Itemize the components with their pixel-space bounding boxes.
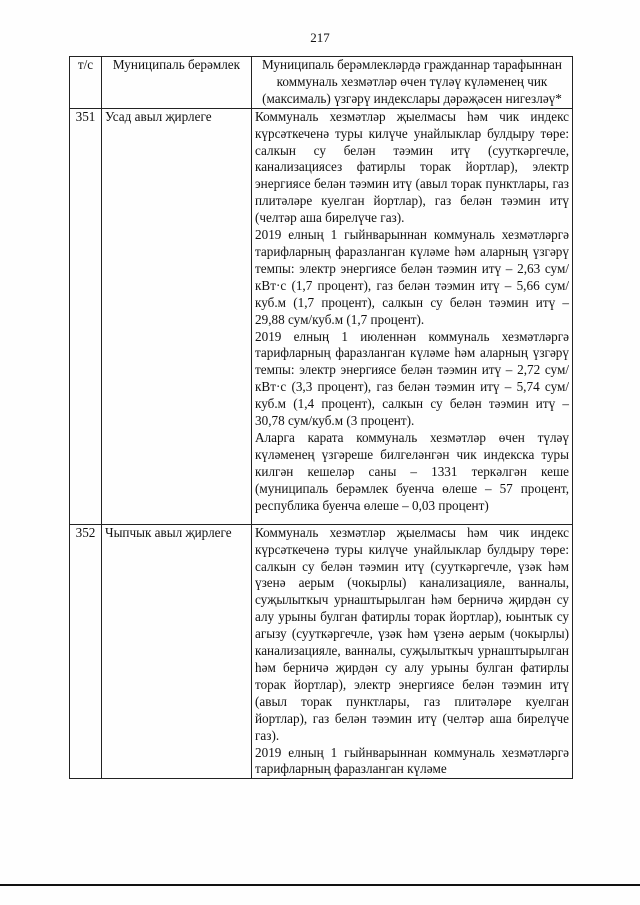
row-municipality: Усад авыл җирлеге [102, 108, 252, 524]
header-municipality: Муниципаль берәмлек [102, 57, 252, 109]
header-number: т/с [70, 57, 102, 109]
table-row [70, 108, 573, 524]
row-municipality: Чыпчык авыл җирлеге [102, 524, 252, 779]
row-justification [252, 108, 573, 524]
paragraph: 2019 елның 1 июленнән коммуналь хезмәтләргә тарифларның фаразланган күләме һәм аларның үзгәрү темпы: электр энергиясе белән тәэмин итү – 2,72 сум/кВт·с (3,3 процент), газ белән тәэмин итү – 5,74 сум/куб.м (1,4 процент), салкын су белән тәэмин итү – 30,78 сум/куб.м (3 процент). [255, 328, 569, 429]
tariff-index-table [69, 56, 573, 779]
page-bottom-border [0, 884, 640, 886]
paragraph: Коммуналь хезмәтләр җыелмасы һәм чик индекс күрсәткеченә туры килүче унайлыклар булдыру төре: салкын су белән тәэмин итү (сууткәргечле, үзәк һәм үзенә аерым (чокырлы) канализацияле, ванналы, суҗылыткыч урнаштырылган һәм берничә җирдән су алу урыны булган фатирлы торак йортлар), юынтык су агызу (сууткәргечле, үзәк һәм үзенә аерым (чокырлы) канализацияле, ванналы, суҗылыткыч урнаштырылган һәм берничә җирдән су алу урыны булган фатирлы торак йортлар), электр энергиясе белән тәэмин итү (авыл торак пунктлары, газ плитәләре куелган йортлар), газ белән тәэмин итү (челтәр аша бирелүче газ). [255, 524, 569, 743]
paragraph: 2019 елның 1 гыйнварыннан коммуналь хезмәтләргә тарифларның фаразланган күләме һәм аларның үзгәрү темпы: электр энергиясе белән тәэмин итү – 2,63 сум/кВт·с (1,7 процент), газ белән тәэмин итү – 5,66 сум/куб.м (1,7 процент), салкын су белән тәэмин итү – 29,88 сум/куб.м (1,7 процент). [255, 227, 569, 327]
header-justification: Муниципаль берәмлекләрдә гражданнар тарафыннан коммуналь хезмәтләр өчен түләү күләменең чик (максималь) үзгәрү индекслары дәрәҗәсен нигезләү* [252, 57, 573, 109]
row-number: 351 [70, 108, 102, 524]
paragraph: Аларга карата коммуналь хезмәтләр өчен түләү күләменең үзгәреше билгеләнгән чик индекска туры килгән кешеләр саны – 1331 теркәлгән кеше (муниципаль берәмлек буенча өлеше – 57 процент, республика буенча өлеше – 0,03 процент) [255, 429, 569, 513]
row-number: 352 [70, 524, 102, 779]
paragraph: Коммуналь хезмәтләр җыелмасы һәм чик индекс күрсәткеченә туры килүче унайлыклар булдыру төре: салкын су белән тәэмин итү (сууткәргечле, канализациясез фатирлы торак йортлар), электр энергиясе белән тәэмин итү (авыл торак пунктлары, газ плитәләре куелган йортлар), газ белән тәэмин итү (челтәр аша бирелүче газ). [255, 108, 569, 226]
page-number: 217 [310, 30, 330, 45]
table-header-row [70, 57, 573, 109]
table-row [70, 524, 573, 779]
row-justification [252, 524, 573, 779]
paragraph: 2019 елның 1 гыйнварыннан коммуналь хезмәтләргә тарифларның фаразланган күләме [255, 744, 569, 777]
